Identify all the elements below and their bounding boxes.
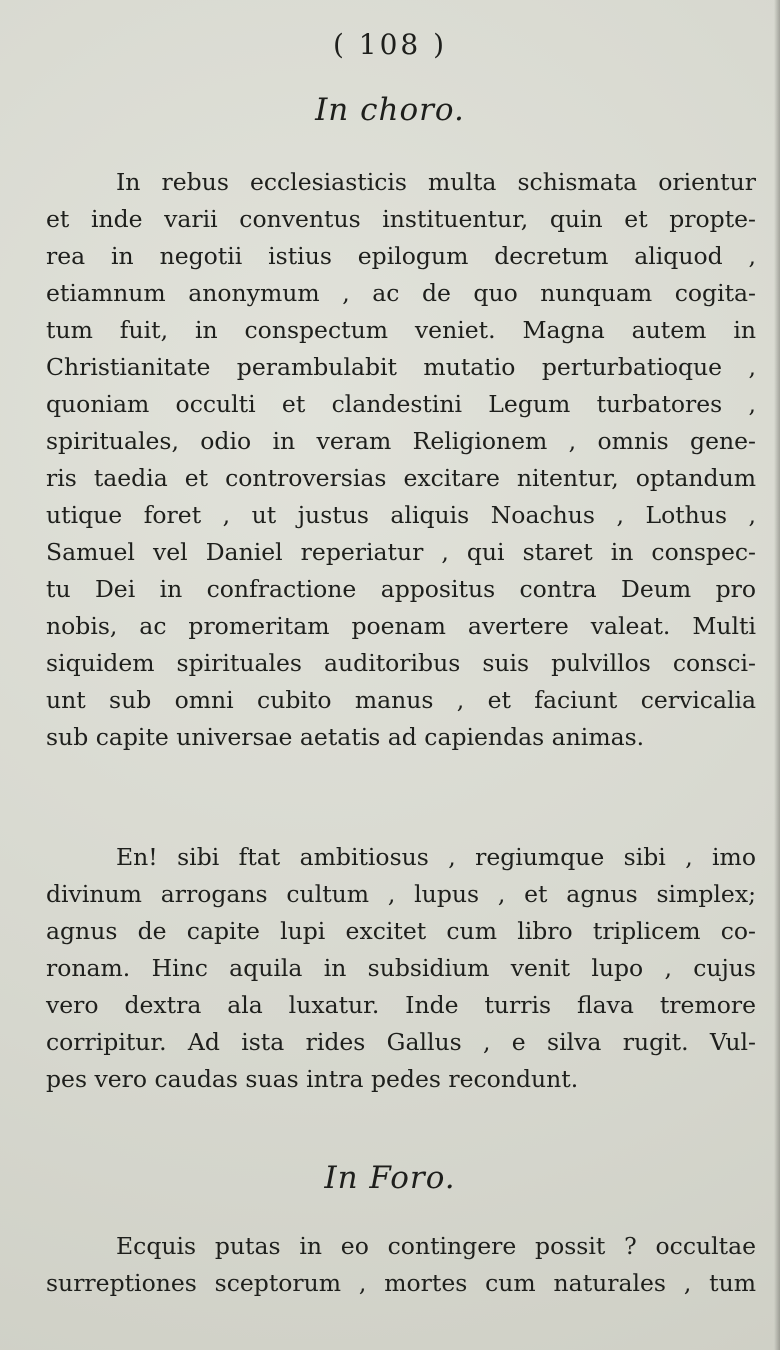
paragraph-2: [46, 839, 756, 1098]
text-line: et inde varii conventus instituentur, quin et propte-: [46, 205, 756, 233]
text-line: pes vero caudas suas intra pedes recondunt.: [46, 1065, 579, 1093]
text-line: siquidem spirituales auditoribus suis pulvillos consci-: [46, 649, 756, 677]
paragraph-1: [46, 164, 756, 756]
text-line: divinum arrogans cultum , lupus , et agnus simplex;: [46, 880, 756, 908]
text-line: quoniam occulti et clandestini Legum turbatores ,: [46, 390, 756, 418]
text-line: Ecquis putas in eo contingere possit ? occultae: [116, 1232, 756, 1260]
text-line: tum fuit, in conspectum veniet. Magna autem in: [46, 316, 756, 344]
page-edge-shadow: [774, 0, 780, 1350]
text-line: surreptiones sceptorum , mortes cum naturales , tum: [46, 1269, 756, 1297]
text-line: corripitur. Ad ista rides Gallus , e silva rugit. Vul-: [46, 1028, 756, 1056]
paragraph-3: [46, 1228, 756, 1302]
text-line: tu Dei in confractione appositus contra Deum pro: [46, 575, 756, 603]
text-line: ronam. Hinc aquila in subsidium venit lupo , cujus: [46, 954, 756, 982]
text-line: vero dextra ala luxatur. Inde turris flava tremore: [46, 991, 756, 1019]
page-number: ( 108 ): [332, 28, 448, 61]
text-line: ris taedia et controversias excitare nitentur, optandum: [46, 464, 756, 492]
text-line: unt sub omni cubito manus , et faciunt cervicalia: [46, 686, 756, 714]
text-line: sub capite universae aetatis ad capiendas animas.: [46, 723, 645, 751]
text-line: In rebus ecclesiasticis multa schismata orientur: [116, 168, 756, 196]
text-line: nobis, ac promeritam poenam avertere valeat. Multi: [46, 612, 756, 640]
text-line: agnus de capite lupi excitet cum libro triplicem co-: [46, 917, 756, 945]
section-heading-in-choro: In choro.: [315, 92, 465, 128]
text-line: rea in negotii istius epilogum decretum aliquod ,: [46, 242, 756, 270]
text-line: En! sibi ftat ambitiosus , regiumque sibi , imo: [116, 843, 756, 871]
text-line: Samuel vel Daniel reperiatur , qui staret in conspec-: [46, 538, 756, 566]
text-line: utique foret , ut justus aliquis Noachus , Lothus ,: [46, 501, 756, 529]
text-line: Christianitate perambulabit mutatio perturbatioque ,: [46, 353, 756, 381]
text-line: etiamnum anonymum , ac de quo nunquam cogita-: [46, 279, 756, 307]
section-heading-in-foro: In Foro.: [324, 1160, 456, 1196]
text-line: spirituales, odio in veram Religionem , omnis gene-: [46, 427, 756, 455]
